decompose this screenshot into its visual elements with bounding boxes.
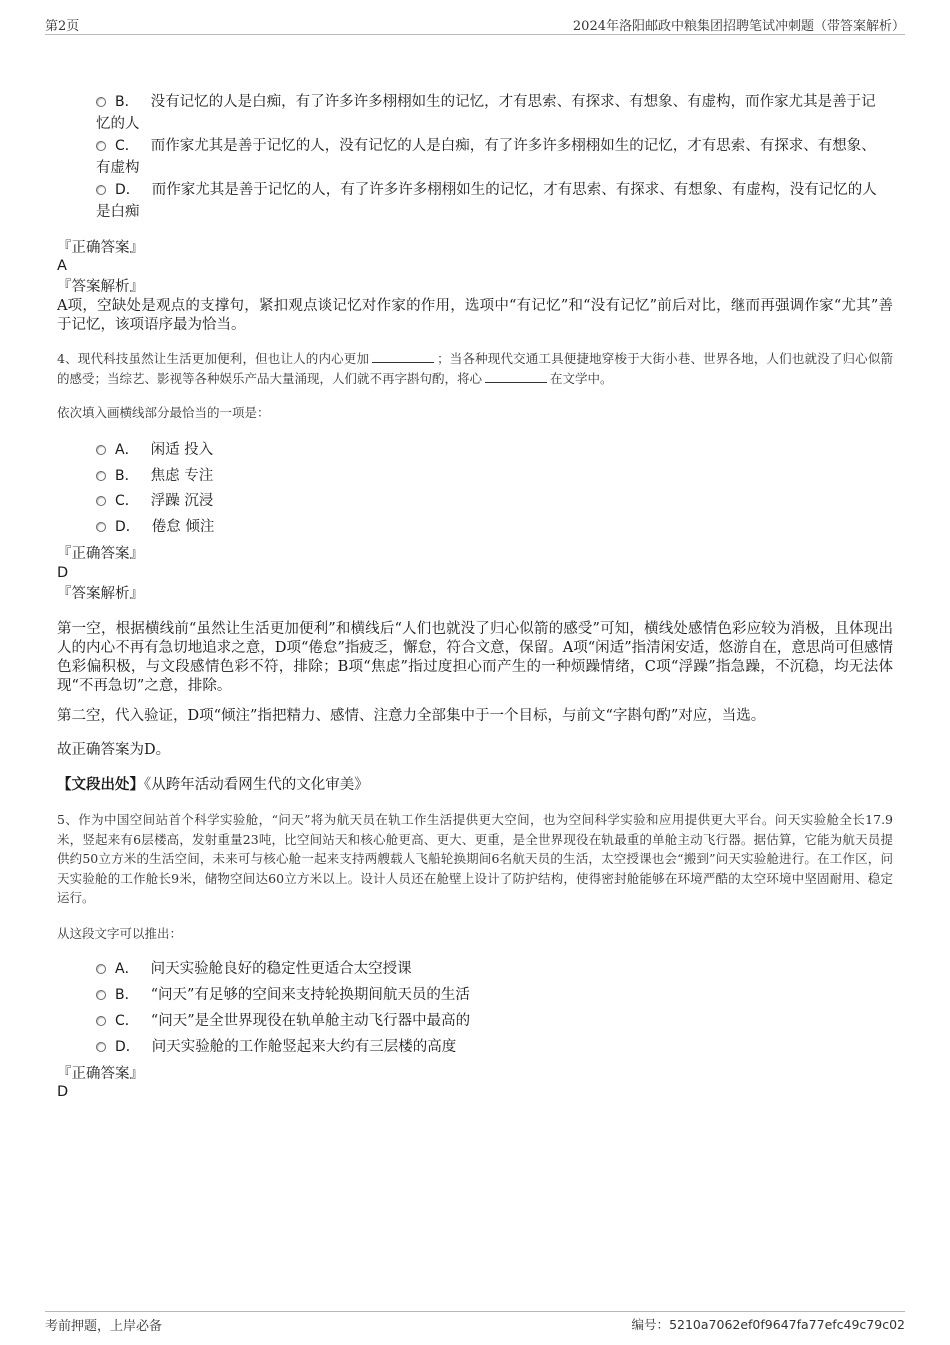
radio-icon[interactable] (96, 1016, 106, 1026)
radio-icon[interactable] (96, 185, 106, 195)
q5-option-d[interactable]: D． 问天实验舱的工作舱竖起来大约有三层楼的高度 (96, 1036, 886, 1058)
fill-blank-1 (372, 352, 434, 363)
q4-option-b[interactable]: B． 焦虑 专注 (96, 465, 886, 487)
radio-icon[interactable] (96, 97, 106, 107)
q3-analysis: A项，空缺处是观点的支撑句，紧扣观点谈记忆对作家的作用，选项中“有记忆”和“没有记忆”前后对比，继而再强调作家“尤其”善于记忆，该项语序最为恰当。 (57, 298, 893, 333)
document-title: 2024年洛阳邮政中粮集团招聘笔试冲刺题（带答案解析） (572, 19, 905, 34)
q5-answer: D (57, 1084, 69, 1100)
radio-icon[interactable] (96, 1042, 106, 1052)
q4-option-c[interactable]: C． 浮躁 沉浸 (96, 490, 886, 512)
radio-icon[interactable] (96, 964, 106, 974)
document-code: 编号：5210a7062ef0f9647fa77efc49c79c02 (631, 1317, 905, 1332)
radio-icon[interactable] (96, 141, 106, 151)
fill-blank-2 (485, 372, 547, 383)
q4-source: 【文段出处】《从跨年活动看网生代的文化审美》 (57, 776, 369, 793)
q3-answer: A (57, 258, 67, 274)
q4-option-a[interactable]: A． 闲适 投入 (96, 439, 886, 461)
q4-prompt: 依次填入画横线部分最恰当的一项是： (57, 405, 270, 420)
q5-answer-label: 『正确答案』 (57, 1066, 144, 1082)
q4-option-d[interactable]: D． 倦怠 倾注 (96, 516, 886, 538)
q5-prompt: 从这段文字可以推出： (57, 926, 183, 941)
radio-icon[interactable] (96, 496, 106, 506)
footer-slogan: 考前押题，上岸必备 (45, 1319, 163, 1334)
radio-icon[interactable] (96, 522, 106, 532)
q4-answer: D (57, 565, 69, 581)
q4-answer-label: 『正确答案』 (57, 546, 144, 562)
page-number: 第2页 (45, 19, 80, 34)
q3-analysis-label: 『答案解析』 (57, 279, 144, 295)
q4-analysis-paragraph-3: 故正确答案为D。 (57, 742, 171, 758)
q4-analysis-paragraph-1: 第一空，根据横线前“虽然让生活更加便利”和横线后“人们也就没了归心似箭的感受”可知，横线处感情色彩应较为消极，且体现出人的内心不再有急切地追求之意，D项“倦怠”指疲乏，懈怠，符合文意，保留。A项“闲适”指清闲安适，悠游自在，意思尚可但感情色彩偏积极，与文段感情色彩不符，排除；B项“焦虑”指过度担心而产生的一种烦躁情绪，C项“浮躁”指急躁，不沉稳，均无法体现“不再急切”之意，排除。 (57, 621, 893, 694)
q4-analysis-label: 『答案解析』 (57, 586, 144, 602)
q3-option-c[interactable]: C． 而作家尤其是善于记忆的人，没有记忆的人是白痴，有了许多许多栩栩如生的记忆，才有思索、有探求、有想象、有虚构 (96, 138, 876, 176)
radio-icon[interactable] (96, 990, 106, 1000)
radio-icon[interactable] (96, 445, 106, 455)
q3-answer-label: 『正确答案』 (57, 240, 144, 256)
q3-option-b[interactable]: B． 没有记忆的人是白痴，有了许多许多栩栩如生的记忆，才有思索、有探求、有想象、有虚构，而作家尤其是善于记忆的人 (96, 94, 876, 132)
q3-option-d[interactable]: D． 而作家尤其是善于记忆的人，有了许多许多栩栩如生的记忆，才有思索、有探求、有想象、有虚构，没有记忆的人是白痴 (96, 182, 877, 220)
page-footer (45, 1311, 905, 1332)
q4-analysis-paragraph-2: 第二空，代入验证，D项“倾注”指把精力、感情、注意力全部集中于一个目标，与前文“字斟句酌”对应，当选。 (57, 708, 766, 724)
q5-option-a[interactable]: A． 问天实验舱良好的稳定性更适合太空授课 (96, 958, 886, 980)
q5-option-b[interactable]: B． “问天”有足够的空间来支持轮换期间航天员的生活 (96, 984, 886, 1006)
q4-stem: 4、现代科技虽然让生活更加便利，但也让人的内心更加 ；当各种现代交通工具便捷地穿梭于大街小巷、世界各地，人们也就没了归心似箭的感受；当综艺、影视等各种娱乐产品大量涌现，人们就不再字斟句酌，将心 在文学中。 (57, 351, 893, 386)
radio-icon[interactable] (96, 471, 106, 481)
q5-option-c[interactable]: C． “问天”是全世界现役在轨单舱主动飞行器中最高的 (96, 1010, 886, 1032)
page-header (45, 14, 905, 35)
q5-stem: 5、作为中国空间站首个科学实验舱，“问天”将为航天员在轨工作生活提供更大空间，也为空间科学实验和应用提供更大平台。问天实验舱全长17.9米，竖起来有6层楼高，发射重量23吨，比空间站天和核心舱更高、更大、更重，是全世界现役在轨最重的单舱主动飞行器。据估算，它能为航天员提供约50立方米的生活空间，未来可与核心舱一起来支持两艘载人飞船轮换期间6名航天员的生活，太空授课也会“搬到”问天实验舱进行。在工作区，问天实验舱的工作舱长9米，储物空间达60立方米以上。设计人员还在舱壁上设计了防护结构，使得密封舱能够在环境严酷的太空环境中坚固耐用、稳定运行。 (57, 812, 893, 905)
